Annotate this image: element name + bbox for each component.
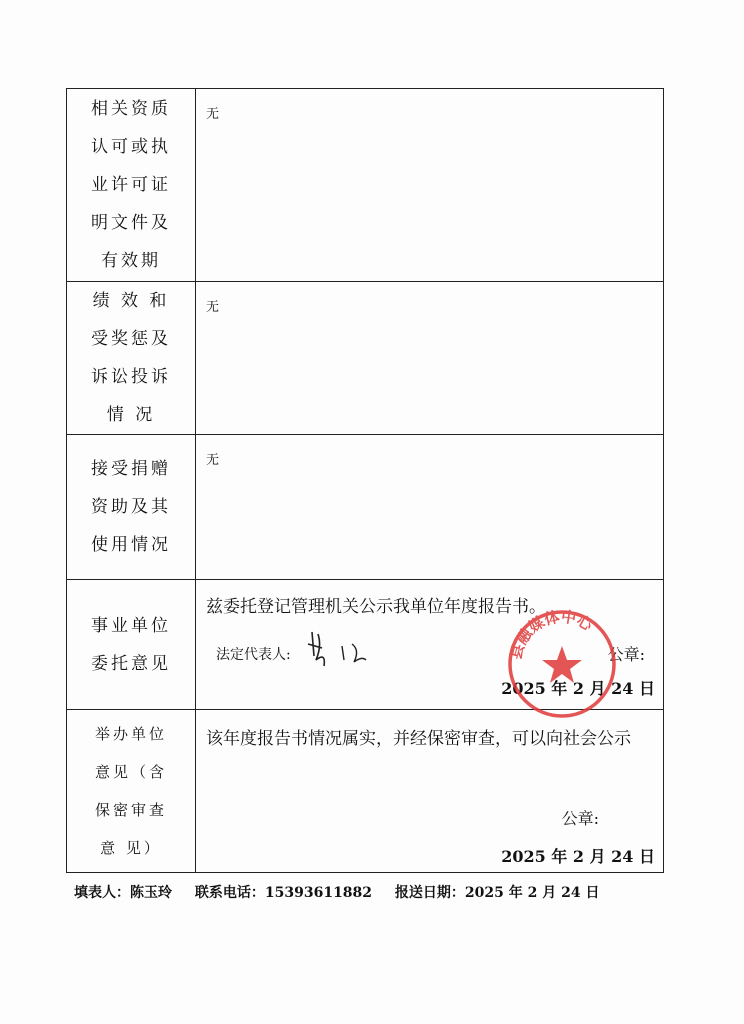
label-line: 认可或执 [91,137,171,157]
label-line: 事业单位 [91,615,171,636]
phone-info: 联系电话：15393611882 [194,885,373,901]
label-line: 接受捐赠 [91,459,171,479]
sponsor-statement: 该年度报告书情况属实，并经保密审查，可以向社会公示 [206,729,631,749]
row-label-performance [67,282,196,435]
label-line: 意 见） [100,839,162,857]
label-line: 情 况 [106,405,156,425]
label-line: 委托意见 [91,653,171,674]
label-line: 明文件及 [91,213,171,233]
label-line: 资助及其 [91,497,171,517]
label-line: 举办单位 [94,725,167,743]
value-text: 无 [206,300,220,315]
label-line: 使用情况 [91,535,171,555]
label-line: 绩 效 和 [92,291,170,311]
report-date-info: 报送日期：2025 年 2 月 24 日 [394,885,600,901]
official-seal-stamp [506,608,618,720]
label-line: 诉讼投诉 [91,367,171,387]
seal-label: 公章: [561,809,599,828]
row-value-qualifications [196,89,664,282]
seal-text [507,608,597,661]
table-row [67,710,664,873]
row-value-donations [196,435,664,580]
annual-report-form-table [66,88,664,873]
row-label-entrustment [67,580,196,710]
filler-info: 填表人：陈玉玲 [74,885,172,901]
label-line: 保密审查 [94,801,167,819]
table-row [67,89,664,282]
entrustment-date: 2025 年 2 月 24 日 [501,679,655,698]
row-label-donations [67,435,196,580]
value-text: 无 [206,453,220,468]
label-line: 相关资质 [91,99,171,119]
row-value-sponsor-opinion [196,710,664,873]
seal-label: 公章: [607,645,645,664]
label-line: 受奖惩及 [91,329,171,349]
row-label-qualifications [67,89,196,282]
value-text: 无 [206,107,220,122]
footer-info [74,882,617,902]
label-line: 意见（含 [94,763,167,781]
seal-text-path: 县融媒体中心 [506,608,596,662]
sponsor-date: 2025 年 2 月 24 日 [501,847,655,866]
legal-rep-label: 法定代表人: [216,647,291,663]
label-line: 有效期 [101,251,161,271]
handwritten-signature [304,626,384,670]
row-value-performance [196,282,664,435]
table-row [67,282,664,435]
label-line: 业许可证 [91,175,171,195]
table-row [67,435,664,580]
row-label-sponsor-opinion [67,710,196,873]
entrustment-statement: 兹委托登记管理机关公示我单位年度报告书。 [206,597,546,617]
